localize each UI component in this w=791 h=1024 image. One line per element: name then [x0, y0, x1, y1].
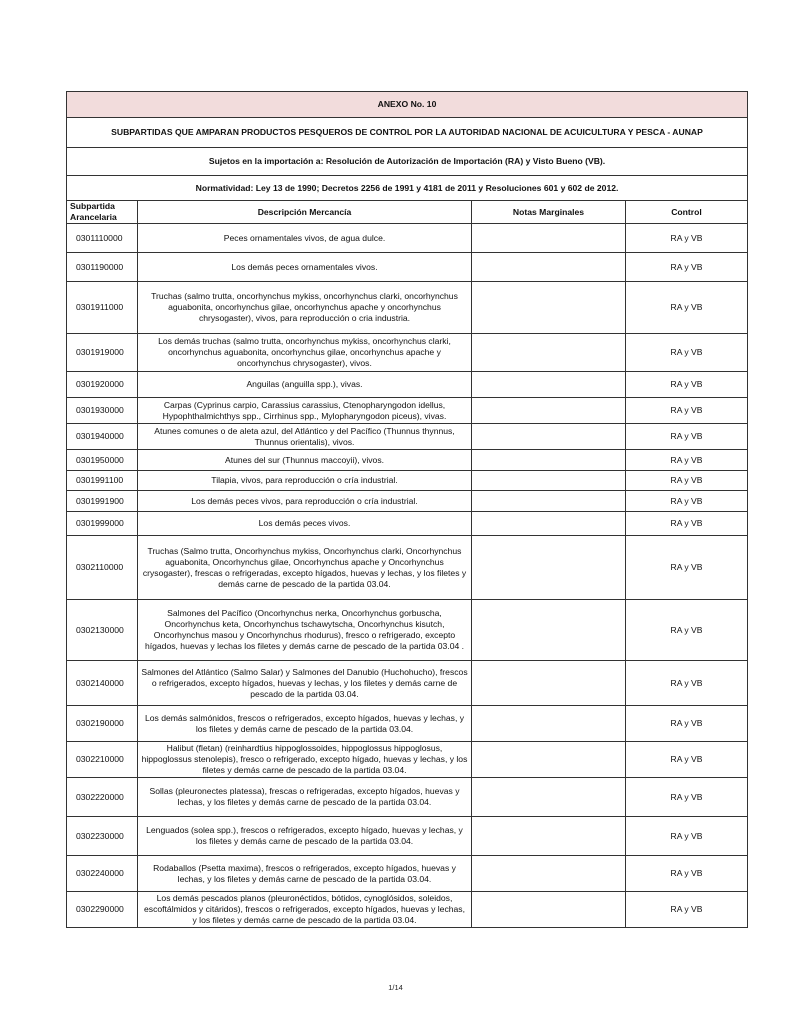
merchandise-description: Atunes del sur (Thunnus maccoyii), vivos. [138, 450, 472, 471]
marginal-notes [472, 224, 626, 253]
subpartida-code: 0302140000 [67, 661, 138, 706]
merchandise-description: Rodaballos (Psetta maxima), frescos o refrigerados, excepto hígados, huevas y lechas, y los filetes y demás carne de pescado de la partida 03.04. [138, 856, 472, 892]
control-value: RA y VB [626, 224, 748, 253]
subpartida-code: 0302240000 [67, 856, 138, 892]
marginal-notes [472, 282, 626, 334]
page-number: 1/14 [388, 983, 403, 992]
subpartida-code: 0301110000 [67, 224, 138, 253]
marginal-notes [472, 471, 626, 491]
control-value: RA y VB [626, 372, 748, 398]
control-value: RA y VB [626, 742, 748, 778]
merchandise-description: Salmones del Atlántico (Salmo Salar) y Salmones del Danubio (Huchohucho), frescos o refrigerados, excepto hígados, huevas y lechas, y los filetes y demás carne de pescado de la partida 03.04. [138, 661, 472, 706]
regulation-line: Normatividad: Ley 13 de 1990; Decretos 2256 de 1991 y 4181 de 2011 y Resoluciones 601 y 602 de 2012. [67, 176, 748, 201]
merchandise-description: Salmones del Pacífico (Oncorhynchus nerka, Oncorhynchus gorbuscha, Oncorhynchus keta, Oncorhynchus tschawytscha, Oncorhynchus kisutch, Oncorhynchus masou y Oncorhynchus rhodurus), fresco o refrigerado, excepto hígados, huevas y lechas los filetes y demás carne de pescado de la partida 03.04 . [138, 600, 472, 661]
subpartida-code: 0302210000 [67, 742, 138, 778]
merchandise-description: Carpas (Cyprinus carpio, Carassius carassius, Ctenopharyngodon idellus, Hypophthalmichthys spp., Cirrhinus spp., Mylopharyngodon piceus), vivas. [138, 398, 472, 424]
control-value: RA y VB [626, 536, 748, 600]
subpartida-code: 0302190000 [67, 706, 138, 742]
subpartida-code: 0301999000 [67, 512, 138, 536]
subpartida-code: 0302230000 [67, 817, 138, 856]
marginal-notes [472, 817, 626, 856]
control-value: RA y VB [626, 661, 748, 706]
marginal-notes [472, 398, 626, 424]
control-value: RA y VB [626, 706, 748, 742]
control-value: RA y VB [626, 892, 748, 928]
subpartida-code: 0302220000 [67, 778, 138, 817]
subpartida-code: 0302130000 [67, 600, 138, 661]
table-row [67, 334, 748, 372]
merchandise-description: Lenguados (solea spp.), frescos o refrigerados, excepto hígado, huevas y lechas, y los filetes y demás carne de pescado de la partida 03.04. [138, 817, 472, 856]
control-value: RA y VB [626, 491, 748, 512]
subpartida-code: 0301950000 [67, 450, 138, 471]
table-row [67, 471, 748, 491]
control-value: RA y VB [626, 778, 748, 817]
marginal-notes [472, 424, 626, 450]
merchandise-description: Los demás peces vivos. [138, 512, 472, 536]
annex-sheet [66, 91, 747, 928]
control-value: RA y VB [626, 334, 748, 372]
subpartida-code: 0302110000 [67, 536, 138, 600]
subpartida-code: 0301991900 [67, 491, 138, 512]
table-row [67, 372, 748, 398]
merchandise-description: Halibut (fletan) (reinhardtius hippoglossoides, hippoglossus hippoglosus, hippoglossus stenolepis), fresco o refrigerado, excepto hígado, huevas y lechas, y los filetes y demás carne de pescado de la partida 03.04. [138, 742, 472, 778]
marginal-notes [472, 334, 626, 372]
subpartida-code: 0301920000 [67, 372, 138, 398]
table-row [67, 778, 748, 817]
merchandise-description: Tilapia, vivos, para reproducción o cría industrial. [138, 471, 472, 491]
control-value: RA y VB [626, 600, 748, 661]
marginal-notes [472, 450, 626, 471]
column-header-subpartida: Subpartida Arancelaria [67, 201, 138, 224]
subpartida-code: 0301911000 [67, 282, 138, 334]
merchandise-description: Los demás truchas (salmo trutta, oncorhynchus mykiss, oncorhynchus clarki, oncorhynchus aguabonita, oncorhynchus gilae, oncorhynchus apache y oncorhynchus chrysogaster), vivos. [138, 334, 472, 372]
table-row [67, 253, 748, 282]
control-value: RA y VB [626, 512, 748, 536]
marginal-notes [472, 856, 626, 892]
subpartida-code: 0301991100 [67, 471, 138, 491]
control-value: RA y VB [626, 253, 748, 282]
marginal-notes [472, 706, 626, 742]
column-header-notas: Notas Marginales [472, 201, 626, 224]
table-row [67, 536, 748, 600]
document-title: SUBPARTIDAS QUE AMPARAN PRODUCTOS PESQUEROS DE CONTROL POR LA AUTORIDAD NACIONAL DE ACUICULTURA Y PESCA - AUNAP [67, 118, 748, 148]
control-value: RA y VB [626, 817, 748, 856]
merchandise-description: Truchas (salmo trutta, oncorhynchus mykiss, oncorhynchus clarki, oncorhynchus aguabonita, oncorhynchus gilae, oncorhynchus apache y oncorhynchus chrysogaster), vivos, para reproducción o cria industria. [138, 282, 472, 334]
marginal-notes [472, 512, 626, 536]
table-row [67, 661, 748, 706]
table-row [67, 224, 748, 253]
marginal-notes [472, 253, 626, 282]
marginal-notes [472, 600, 626, 661]
marginal-notes [472, 892, 626, 928]
table-row [67, 282, 748, 334]
merchandise-description: Los demás peces ornamentales vivos. [138, 253, 472, 282]
table-row [67, 450, 748, 471]
table-row [67, 398, 748, 424]
merchandise-description: Truchas (Salmo trutta, Oncorhynchus mykiss, Oncorhynchus clarki, Oncorhynchus aguabonita, Oncorhynchus gilae, Oncorhynchus apache y Oncorhynchus crysogaster), frescas o refrigeradas, excepto hígados, huevas y lechas, y los filetes y demás carne de pescado de la partida 03.04. [138, 536, 472, 600]
marginal-notes [472, 778, 626, 817]
merchandise-description: Los demás salmónidos, frescos o refrigerados, excepto hígados, huevas y lechas, y los filetes y demás carne de pescado de la partida 03.04. [138, 706, 472, 742]
control-value: RA y VB [626, 424, 748, 450]
subpartida-code: 0302290000 [67, 892, 138, 928]
control-value: RA y VB [626, 282, 748, 334]
table-row [67, 600, 748, 661]
table-row [67, 856, 748, 892]
table-row [67, 424, 748, 450]
control-value: RA y VB [626, 450, 748, 471]
merchandise-description: Atunes comunes o de aleta azul, del Atlántico y del Pacífico (Thunnus thynnus, Thunnus orientalis), vivos. [138, 424, 472, 450]
marginal-notes [472, 491, 626, 512]
column-header-control: Control [626, 201, 748, 224]
merchandise-description: Sollas (pleuronectes platessa), frescas o refrigeradas, excepto hígados, huevas y lechas, y los filetes y demás carne de pescado de la partida 03.04. [138, 778, 472, 817]
merchandise-description: Peces ornamentales vivos, de agua dulce. [138, 224, 472, 253]
column-header-descripcion: Descripción Mercancía [138, 201, 472, 224]
table-row [67, 892, 748, 928]
marginal-notes [472, 742, 626, 778]
table-row [67, 491, 748, 512]
annex-title: ANEXO No. 10 [67, 92, 748, 118]
control-value: RA y VB [626, 856, 748, 892]
table-row [67, 817, 748, 856]
merchandise-description: Los demás pescados planos (pleuronéctidos, bótidos, cynoglósidos, soleidos, escoftálmidos y citáridos), frescos o refrigerados, excepto hígados, huevas y lechas, y los filetes y demás carne de pescado de la partida 03.04. [138, 892, 472, 928]
subject-line: Sujetos en la importación a: Resolución de Autorización de Importación (RA) y Visto Bueno (VB). [67, 148, 748, 176]
table-row [67, 742, 748, 778]
subpartida-code: 0301919000 [67, 334, 138, 372]
merchandise-description: Los demás peces vivos, para reproducción o cría industrial. [138, 491, 472, 512]
table-row [67, 706, 748, 742]
marginal-notes [472, 661, 626, 706]
marginal-notes [472, 372, 626, 398]
subpartidas-table [66, 91, 748, 928]
subpartida-code: 0301190000 [67, 253, 138, 282]
table-row [67, 512, 748, 536]
control-value: RA y VB [626, 398, 748, 424]
merchandise-description: Anguilas (anguilla spp.), vivas. [138, 372, 472, 398]
subpartida-code: 0301940000 [67, 424, 138, 450]
control-value: RA y VB [626, 471, 748, 491]
marginal-notes [472, 536, 626, 600]
subpartida-code: 0301930000 [67, 398, 138, 424]
